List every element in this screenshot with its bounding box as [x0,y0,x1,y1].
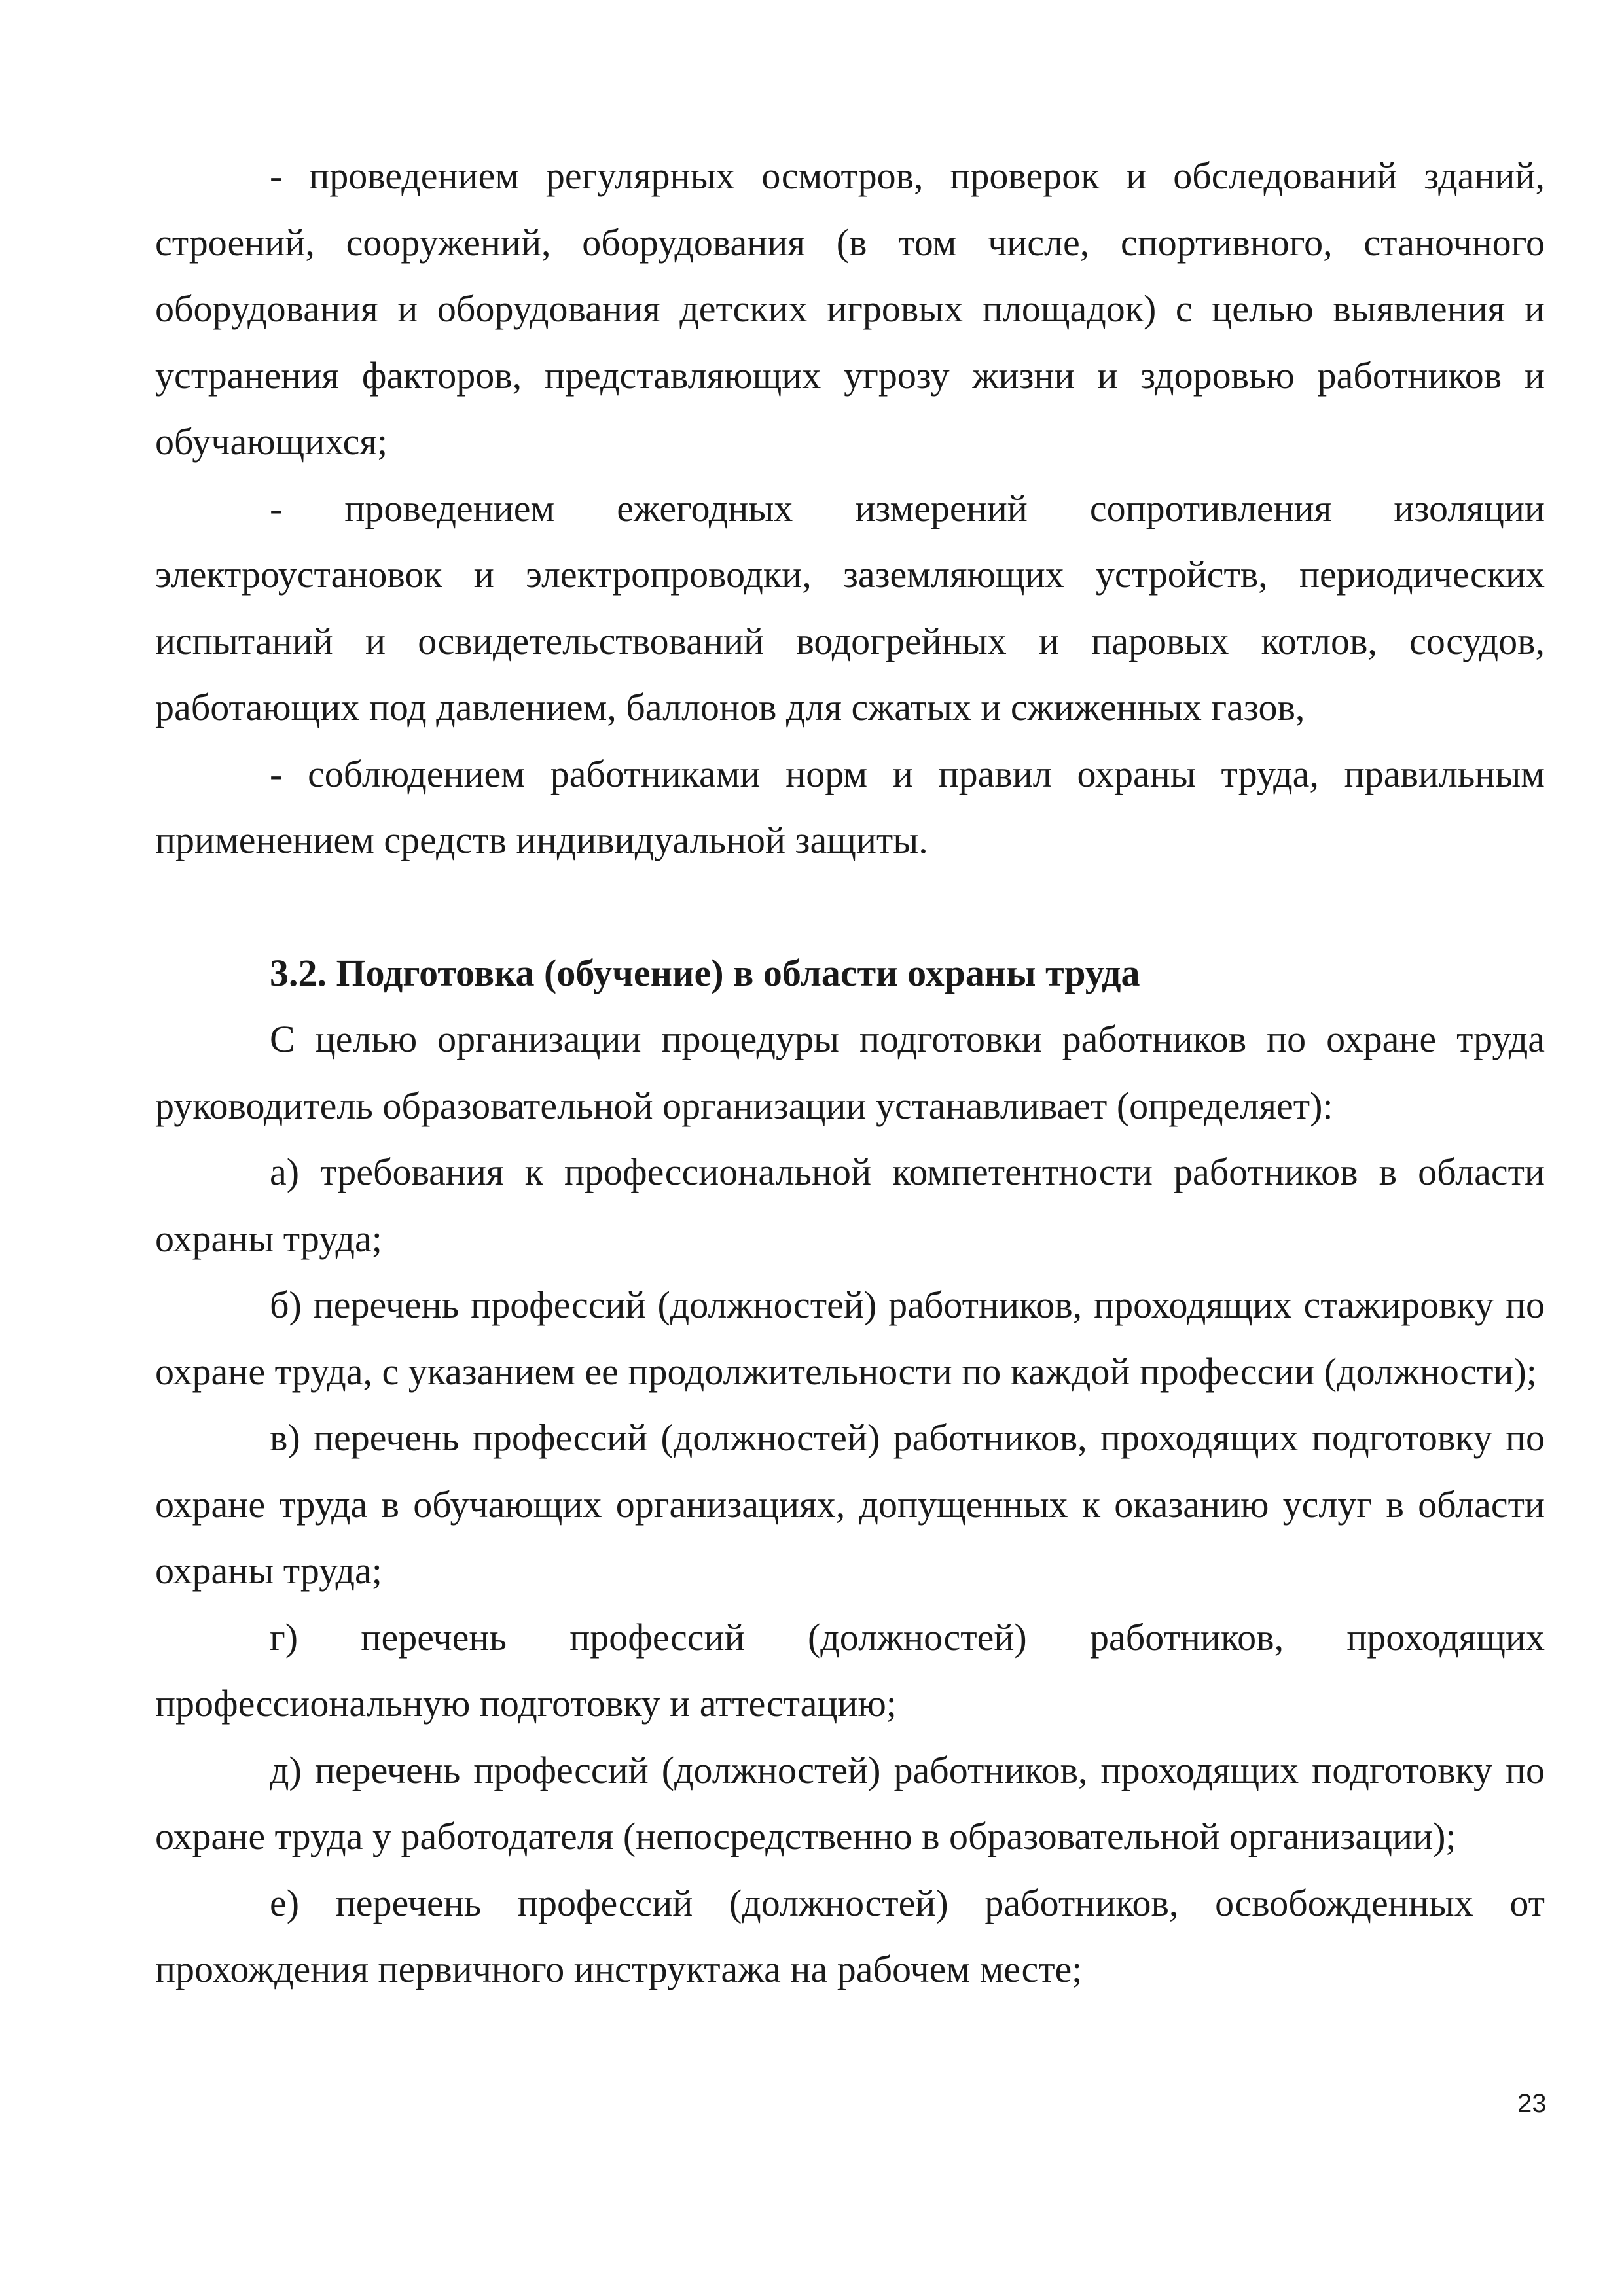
paragraph-measurements: - проведением ежегодных измерений сопротивления изоляции электроустановок и электропроводки, заземляющих устройств, периодических испытаний и освидетельствований водогрейных и паровых котлов, сосудов, работающих под давлением, баллонов для сжатых и сжиженных газов, [155,486,1545,728]
paragraph-inspections: - проведением регулярных осмотров, проверок и обследований зданий, строений, сооружений, оборудования (в том числе, спортивного, станочного оборудования и оборудования детских игровых площадок) с целью выявления и устранения факторов, представляющих угрозу жизни и здоровью работников и обучающихся; [155,154,1545,463]
document-page [155,143,1545,2003]
paragraph-compliance: - соблюдением работниками норм и правил охраны труда, правильным применением средств индивидуальной защиты. [155,752,1545,861]
list-item-e: е) перечень профессий (должностей) работников, освобожденных от прохождения первичного инструктажа на рабочем месте; [155,1881,1545,1990]
list-item-a: а) требования к профессиональной компетентности работников в области охраны труда; [155,1151,1545,1260]
list-item-g: г) перечень профессий (должностей) работников, проходящих профессиональную подготовку и аттестацию; [155,1615,1545,1725]
list-item-b: б) перечень профессий (должностей) работников, проходящих стажировку по охране труда, с указанием ее продолжительности по каждой профессии (должности); [155,1283,1545,1393]
list-item-v: в) перечень профессий (должностей) работников, проходящих подготовку по охране труда в обучающих организациях, допущенных к оказанию услуг в области охраны труда; [155,1416,1545,1592]
section-spacer [155,874,1545,940]
page-number: 23 [1517,2089,1547,2118]
list-item-d: д) перечень профессий (должностей) работников, проходящих подготовку по охране труда у работодателя (непосредственно в образовательной организации); [155,1748,1545,1857]
paragraph-intro: С целью организации процедуры подготовки работников по охране труда руководитель образовательной организации устанавливает (определяет): [155,1018,1545,1127]
section-heading: 3.2. Подготовка (обучение) в области охраны труда [270,951,1140,994]
